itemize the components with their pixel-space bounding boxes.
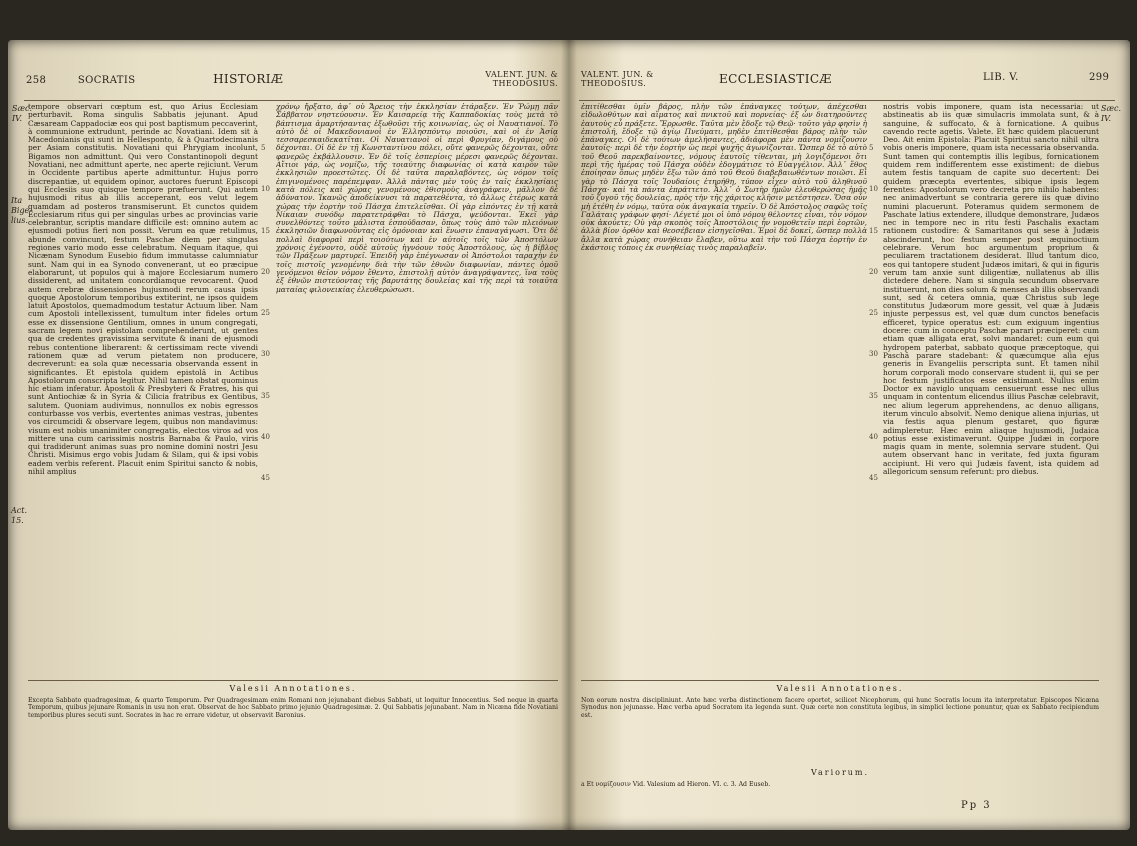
- left-header-left: SOCRATIS: [77, 75, 136, 86]
- right-notes-rule: [581, 680, 1099, 681]
- left-margin-note-1: Ita Bige-lius.: [11, 196, 32, 225]
- left-greek-column: χρόνῳ ἤρξατο, ἀφ᾽ οὗ Ἄρειος τὴν ἐκκλησίαν ἐτάραξεν. Ἐν Ῥώμῃ πᾶν Σάββατον νηστεύουσιν. Ἐν Καισαρείᾳ τῆς Καππαδοκίας τοὺς μετὰ τὸ βάπτισμα ἁμαρτήσαντας ἐξωθοῦσι τῆς κοινωνίας, ὡς οἱ Ναυατιανοί. Τὸ αὐτὸ δὲ οἱ Μακεδονιανοὶ ἐν Ἑλλησπόντῳ ποιοῦσι, καὶ οἱ ἐν Ἀσίᾳ τεσσαρεσκαιδεκατῖται. Οἱ Ναυατιανοὶ οἱ περὶ Φρυγίαν, διγάμους οὐ δέχονται. Οἱ δὲ ἐν τῇ Κωνσταντίνου πόλει, οὔτε φανερῶς δέχονται, οὔτε φανερῶς ἐκβάλλουσιν. Ἐν δὲ τοῖς ἑσπερίοις μέρεσι φανερῶς δέχονται. Αἴτιοι γάρ, ὡς νομίζω, τῆς τοιαύτης διαφωνίας οἱ κατὰ καιρὸν τῶν ἐκκλησιῶν προεστῶτες. Οἱ δὲ ταῦτα παραλαβόντες, ὡς νόμον τοῖς ἐπιγινομένοις παρέπεμψαν. Ἀλλὰ πάντας μὲν τοὺς ἐν ταῖς ἐκκλησίαις κατὰ πόλεις καὶ χώρας γενομένους ἐθισμοὺς ἀναγράφειν, μᾶλλον δὲ ἀδύνατον. Ἱκανῶς ἀποδείκνυσι τὰ παρατεθέντα, τὸ ἄλλως ἑτέρως κατὰ χώρας τὴν ἑορτὴν τοῦ Πάσχα ἐπιτελεῖσθαι. Οἱ γὰρ εἰπόντες ἐν τῇ κατὰ Νίκαιαν συνόδῳ παρατετράφθαι τὸ Πάσχα, ψεύδονται. Ἐκεῖ γὰρ συνελθόντες τοῦτο μάλιστα ἐσπούδασαν, ὅπως τοὺς ἀπὸ τῶν πλειόνων ἐκκλησιῶν διαφωνοῦντας εἰς ὁμόνοιαν καὶ ἕνωσιν ἐπαναγάγωσι. Ὅτι δὲ πολλαὶ διαφοραὶ περὶ τοιούτων καὶ ἐν αὐτοῖς τοῖς τῶν Ἀποστόλων χρόνοις ἐγένοντο, οὐδὲ αὐτοὺς ἠγνόουν τοὺς Ἀποστόλους, ὡς ἡ βίβλος τῶν Πράξεων μαρτυρεῖ. Ἐπειδὴ γὰρ ἐπέγνωσαν οἱ Ἀπόστολοι ταραχὴν ἐν τοῖς πιστοῖς γενομένην διὰ τὴν τῶν ἐθνῶν διαφωνίαν, πάντες ὁμοῦ γενόμενοι θεῖον νόμον ἔθεντο, ἐπιστολῇ αὐτὸν ἀναγράψαντες, ἵνα τοὺς ἐξ ἐθνῶν πιστεύοντας τῆς βαρυτάτης δουλείας καὶ τῆς περὶ τὰ τοιαῦτα ματαίας φιλονεικίας ἐλευθερώσωσι.: [276, 103, 558, 294]
- left-notes-title: Valesii Annotationes.: [229, 684, 357, 693]
- book-spread: [8, 40, 1130, 830]
- left-latin-column: tempore observari cœptum est, quo Arius Ecclesiam perturbavit. Roma singulis Sabbatis jejunant. Apud Cæsaream Cappadociæ eos qui post baptismum peccaverint, à communione extrudunt, perinde ac Novatiani. Idem sit à Macedonianis qui sunt in Hellesponto, & à Quartodecimanis per Asiam constitutis. Novatiani qui Phrygiam incolunt, Bigamos non admittunt. Qui vero Constantinopoli degunt Novatiani, nec admittunt aperte, nec aperte rejiciunt. Verum in Occidente partibus aperte admittuntur. Hujus porro discrepantiæ, ut equidem opinor, auctores fuerunt Episcopi qui Ecclesiis suo quisque tempore præfuerunt. Qui autem hujusmodi ritus ab illis acceperant, eos velut legem quamdam ad posteros transmiserunt. Et cunctos quidem Ecclesiarum ritus qui per singulas urbes ac provincias varie celebrantur, scriptis mandare difficile est: omnino autem ac ejusmodi potius fieri non possit. Verum ea quæ retulimus, abunde convincunt, festum Paschæ diem per singulas regiones vario modo esse celebratum. Nequam itaque, qui Nicænam Synodum Eusebio fidum immutasse calumniatur sunt. Nam qui in ea Synodo convenerant, ut eo præcipue elaborarunt, ut populos qui à majore Ecclesiarum numero dissiderent, ad unitatem concordiamque revocarent. Quod autem crebræ dissensiones hujusmodi rerum causa ipsis quoque Apostolorum temporibus extiterint, ne ipsos quidem latuit Apostolos, quemadmodum testatur Actuum liber. Nam cum Apostoli intellexissent, tumultum inter fideles ortum esse ex dissensione Gentilium, omnes in unum congregati, sacram legem novi epistolam comprehenderunt, ut gentes qua de credentes gravissima servitute & inani de ejusmodi rebus contentione liberarent: & certissimam recte vivendi rationem quæ ad verum pietatem non producere, decreverunt: ea sola quæ necessaria observanda essent in significantes. Et epistola quidem epistolâ in Actibus Apostolorum conscripta legitur. Nihil tamen obstat quominus hic etiam inferatur. Apostoli & Presbyteri & Fratres, his qui sunt Antiochiæ & in Syria & Cilicia fratribus ex Gentibus, salutem. Quoniam audivimus, nonnullos ex nobis egressos conturbasse vos verbis, evertentes animas vestras, jubentes vos circumcidi & observare legem, quibus non mandavimus: visum est nobis unanimiter congregatis, electos viros ad vos mittere una cum carissimis nostris Barnaba & Paulo, viris qui tradiderunt animas suas pro nomine domini nostri Jesu Christi. Misimus ergo vobis Judam & Silam, qui & ipsi vobis eadem verbis referent. Placuit enim Spiritui sancto & nobis, nihil amplius: [28, 103, 258, 477]
- right-annotations: Non eorum nostra discipliniunt. Ante hæc verba distinctionem facere oportet, scilicet Nicephorum, qui hunc Socratis locum ita interpretatur. Episcopos Nicæna Synodus non jejunasse. Hæc verba apud Socratem ita legenda sunt. Quæ certe non constituta legibus, in simplici lectione ponuntur, quæ ex Sabbato recipiendum est.: [581, 697, 1099, 719]
- signature-mark: Pp 3: [961, 800, 992, 811]
- left-line-numbers: 5 10 15 20 25 30 35 40 45: [261, 144, 270, 483]
- right-page-number: 299: [1089, 72, 1110, 83]
- right-notes-title: Valesii Annotationes.: [776, 684, 904, 693]
- right-page: [569, 40, 1130, 830]
- left-page: [8, 40, 569, 830]
- right-latin-column: nostris vobis imponere, quam ista necessaria: ut abstineatis ab iis quæ simulacris immolata sunt, & à sanguine, & suffocato, & à fornicatione. A quibus cavendo recte agetis. Valete. Et hæc quidem placuerunt Deo. Ait enim Epistola: Placuit Spiritui sancto nihil ultra vobis oneris imponere, quam ista necessaria observanda. Sunt tamen qui contemptis illis legibus, fornicationem quidem rem indifferentem esse existiment: de diebus autem festis tanquam de capite suo decertent: Dei quidem præcepta evertentes, sibique ipsis legem ferentes: Apostolorum vero decreta pro nihilo habentes: nec animadvertunt se contraria gerere iis quæ divino numini placuerunt. Poteramus quidem sermonem de Paschate latius extendere, illudque demonstrare, Judæos nec in tempore nec in ritu festi Paschalis exactam rationem custodire: & Samaritanos qui sese à Judæis abscinderunt, hoc festum semper post æquinoctium celebrare. Verum hoc argumentum proprium & peculiarem tractationem desiderat. Illud tantum dico, eos qui tantopere student Judæos imitari, & qui in figuris verum tam anxie sunt diligentiæ, nullatenus ab illis dictedere debere. Nam si singula secundum observare instituerunt, non dies solum & menses ab illis observandi sunt, sed & cetera omnia, quæ Christus sub lege constitutus Judæorum more gessit, vel quæ à Judæis injuste perpessus est, vel quæ dum cunctos benefacis efficeret, typice operatus est: cum exiguum ingentius docere: cum in conceptu Paschæ parari præciperet: cum etiam quæ alligata erat, solvi mandaret: cum eum qui hydropem paterbat, sabbato quoque præceptoque, qui Paschâ parare stadebant: & quæcumque alia ejus generis in Evangeliis perscripta sunt. Et tamen nihil horum corporali modo conservare student ii, qui se per hoc festum justificatos esse existimant. Nullus enim Doctor ex naviglo unquam censuerunt esse nec ullus unquam in contentum elicendus illius Paschæ celebravit, nec alium legerum apprehendens, ac denuo alligans, iterum vinculo absolvit. Nemo denique aliena injurias, ut via festis aqua plenum gestaret, quo figuræ adimpleretur. Hæc enim aliaque hujusmodi, Judaica potius esse existimaverunt. Quippe Judæi in corpore magis quam in mente, solemnia servare student. Qui autem observant hanc in veritate, fed juxta figuram accipiunt. Hi vero qui Judæis favent, ista quidem ad allegoricum sensum referunt: pro diebus.: [883, 103, 1099, 477]
- right-header-left: VALENT. JUN. & THEODOSIUS.: [581, 70, 654, 88]
- variorum-title: Variorum.: [810, 768, 870, 777]
- variorum-note: a Et νομίζουσιν Vid. Valesium ad Hieron. VI. c. 3. Ad Euseb.: [581, 781, 771, 788]
- left-page-number: 258: [26, 75, 47, 86]
- right-greek-column: ἐπιτίθεσθαι ὑμῖν βάρος, πλὴν τῶν ἐπάναγκες τούτων, ἀπέχεσθαι εἰδωλοθύτων καὶ αἵματος καὶ πνικτοῦ καὶ πορνείας· ἐξ ὧν διατηροῦντες ἑαυτοὺς εὖ πράξετε. Ἔρρωσθε. Ταῦτα μὲν ἔδοξε τῷ Θεῷ· τοῦτο γὰρ φησὶν ἡ ἐπιστολή, ἔδοξε τῷ ἁγίῳ Πνεύματι, μηδὲν ἐπιτίθεσθαι βάρος πλὴν τῶν ἐπάναγκες. Οἱ δὲ τούτων ἀμελήσαντες, ἀδιάφορα μὲν πάντα νομίζουσιν ἑαυτοῖς· περὶ δὲ τὴν ἑορτὴν ὡς περὶ ψυχῆς ἀγωνίζονται. Ὥσπερ δὲ τὸ αὐτὸ τοῦ Θεοῦ παρεκβαίνοντες, νόμους ἑαυτοῖς τίθενται, μὴ λογιζόμενοι ὅτι περὶ τῆς ἡμέρας τοῦ Πάσχα οὐδὲν ἐδογμάτισε τὸ Εὐαγγέλιον. Ἀλλ᾽ ἔθος ἐποίησαν ὅπως μηδὲν ἔξω τῶν ἀπὸ τοῦ Θεοῦ διαβεβαιωθέντων ποιῶσι. Εἰ γὰρ τὸ Πάσχα τοῖς Ἰουδαίοις ἐτηρήθη, τύπον εἶχεν αὐτὸ τοῦ ἀληθινοῦ Πάσχα· καὶ τὰ πάντα ἐπράττετο. Ἀλλ᾽ ὁ Σωτὴρ ἡμῶν ἐλευθερώσας ἡμᾶς τοῦ ζυγοῦ τῆς δουλείας, πρὸς τὴν τῆς χάριτος κλῆσιν μετέστησεν. Ὅσα οὖν μὴ ἐτέθη ἐν νόμῳ, ταῦτα οὐκ ἀναγκαῖα τηρεῖν. Ὁ δὲ Ἀπόστολος σαφῶς τοῖς Γαλάταις γράφων φησί· Λέγετέ μοι οἱ ὑπὸ νόμον θέλοντες εἶναι, τὸν νόμον οὐκ ἀκούετε; Οὐ γὰρ σκοπὸς τοῖς Ἀποστόλοις ἦν νομοθετεῖν περὶ ἑορτῶν, ἀλλὰ βίον ὀρθὸν καὶ θεοσέβειαν εἰσηγεῖσθαι. Ἐμοὶ δὲ δοκεῖ, ὥσπερ πολλὰ ἄλλα κατὰ χώρας συνήθειαν ἔλαβεν, οὕτω καὶ τὴν τοῦ Πάσχα ἑορτὴν ἐν ἑκάστοις τόποις ἐκ συνηθείας τινὸς παραλαβεῖν.: [581, 103, 867, 253]
- right-header-right: LIB. V.: [983, 72, 1019, 83]
- left-header: [26, 72, 283, 86]
- left-margin-note-2: Act. 15.: [11, 506, 28, 525]
- right-margin-saec: Sæc. IV.: [1101, 104, 1122, 123]
- left-header-right: VALENT. JUN. & THEODOSIUS.: [485, 70, 558, 88]
- left-notes-rule: [28, 680, 558, 681]
- right-header-rule: [579, 100, 1115, 101]
- left-header-rule: [24, 100, 560, 101]
- left-annotations: Excepta Sabbato quadragesimæ, & quarto Temporum. Per Quadragesimam enim Romani non jejunabant diebus Sabbati, ut loquitur Innocentius. Sed neque in quarta Temporum, quibus jejunare Romanis in usu non erat. Observat de hoc Sabbato primo jejunio Quadragesimæ. 2. Qui Sabbatis jejunabant. Nam in Nicæna fide Novatiani temporibus plures secuti sunt. Socrates in hac re errare videtur, ut observavit Baronius.: [28, 697, 558, 719]
- right-header-center: ECCLESIASTICÆ: [719, 72, 832, 86]
- left-header-center: HISTORIÆ: [213, 72, 284, 86]
- right-line-numbers: 5 10 15 20 25 30 35 40 45: [869, 144, 878, 483]
- left-margin-saec: Sæc. IV.: [12, 104, 33, 123]
